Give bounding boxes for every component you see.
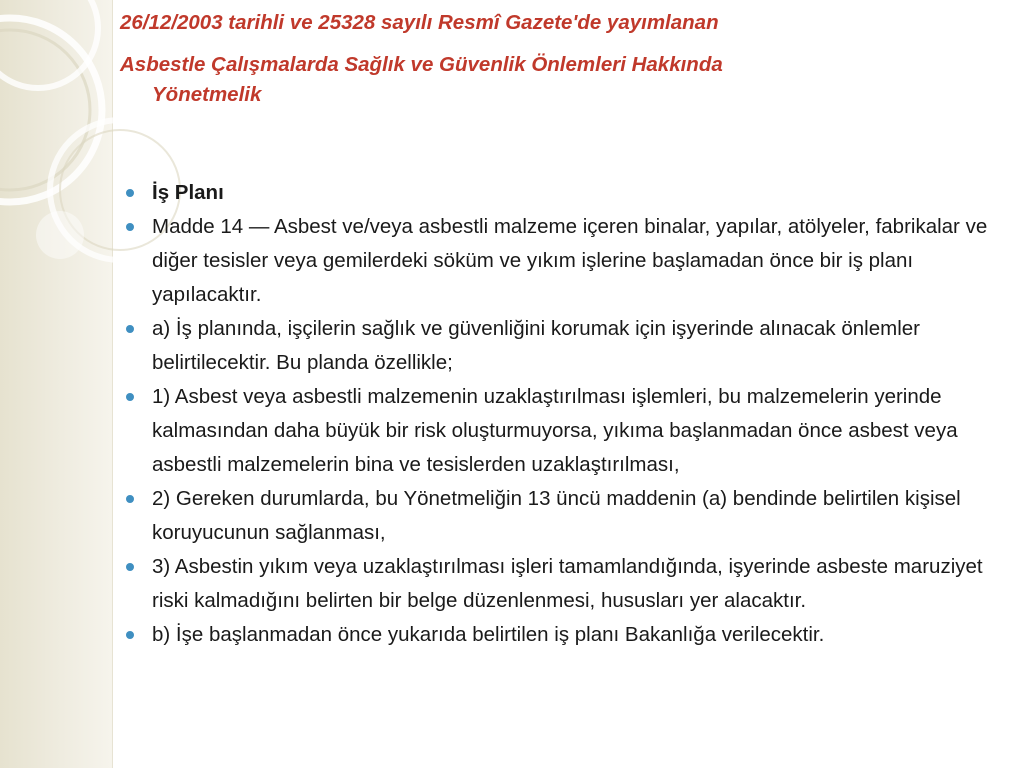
bullet-icon bbox=[126, 189, 134, 197]
bullet-list bbox=[120, 176, 1000, 652]
title-line-2: Asbestle Çalışmalarda Sağlık ve Güvenlik Önlemleri Hakkında bbox=[120, 53, 723, 76]
bullet-text: a) İş planında, işçilerin sağlık ve güvenliğini korumak için işyerinde alınacak önlemler belirtilecektir. Bu planda özellikle; bbox=[152, 317, 920, 374]
bullet-icon bbox=[126, 495, 134, 503]
bullet-text: 3) Asbestin yıkım veya uzaklaştırılması işleri tamamlandığında, işyerinde asbeste maruziyet riski kalmadığını belirten bir belge düzenlenmesi, hususları yer alacaktır. bbox=[152, 555, 983, 612]
bullet-item-b bbox=[120, 618, 1000, 652]
bullet-icon bbox=[126, 393, 134, 401]
bullet-item-2 bbox=[120, 482, 1000, 550]
bullet-text: 1) Asbest veya asbestli malzemenin uzaklaştırılması işlemleri, bu malzemelerin yerinde kalmasından daha büyük bir risk oluşturmuyorsa, yıkıma başlanmadan önce asbest veya asbestli malzemelerin bina ve tesislerden uzaklaştırılması, bbox=[152, 385, 958, 476]
title-block bbox=[120, 8, 1000, 110]
bullet-text: İş Planı bbox=[152, 181, 224, 204]
bullet-item-1 bbox=[120, 380, 1000, 482]
title-line-1: 26/12/2003 tarihli ve 25328 sayılı Resmî Gazete'de yayımlanan bbox=[120, 11, 719, 34]
bullet-icon bbox=[126, 223, 134, 231]
bullet-item-a bbox=[120, 312, 1000, 380]
bullet-text: Madde 14 — Asbest ve/veya asbestli malzeme içeren binalar, yapılar, atölyeler, fabrikalar ve diğer tesisler veya gemilerdeki söküm ve yıkım işlerine başlamadan önce bir iş planı yapılacaktır. bbox=[152, 215, 988, 306]
bullet-icon bbox=[126, 325, 134, 333]
bullet-text: 2) Gereken durumlarda, bu Yönetmeliğin 13 üncü maddenin (a) bendinde belirtilen kişisel koruyucunun sağlanması, bbox=[152, 487, 961, 544]
bullet-item-madde-14 bbox=[120, 210, 1000, 312]
bullet-item-3 bbox=[120, 550, 1000, 618]
bullet-icon bbox=[126, 631, 134, 639]
bullet-icon bbox=[126, 563, 134, 571]
title-line-3: Yönetmelik bbox=[152, 83, 262, 106]
bullet-item-heading bbox=[120, 176, 1000, 210]
bullet-text: b) İşe başlanmadan önce yukarıda belirtilen iş planı Bakanlığa verilecektir. bbox=[152, 623, 825, 646]
